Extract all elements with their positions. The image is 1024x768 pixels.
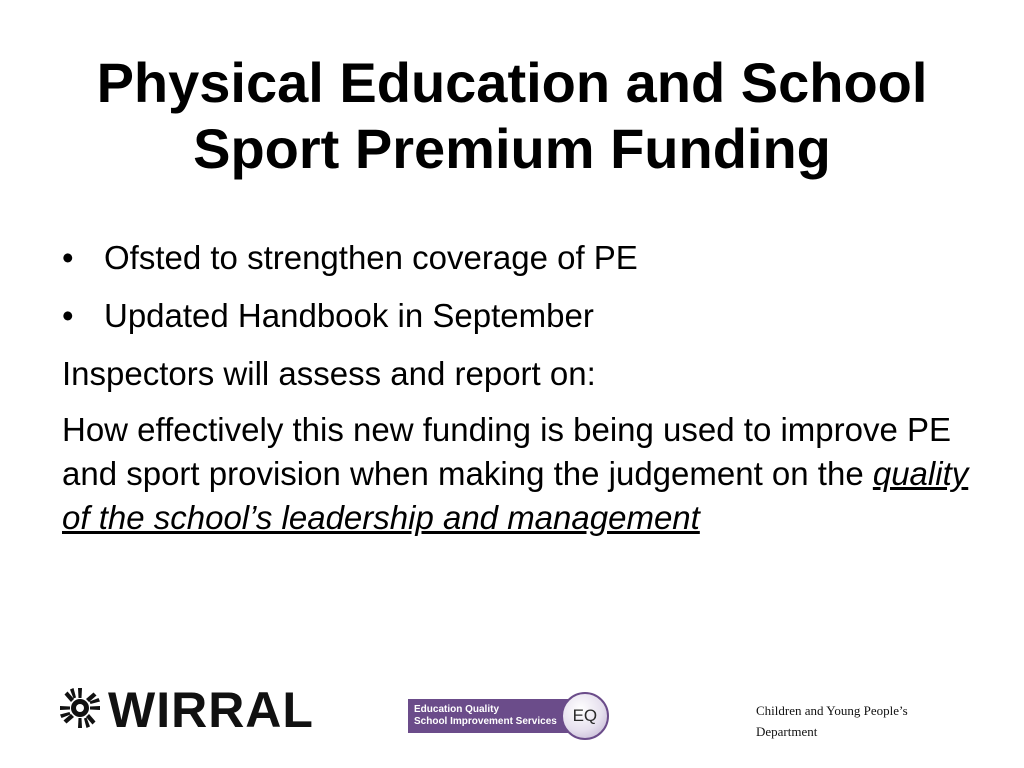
wirral-logo <box>58 682 314 738</box>
bullet-text: Ofsted to strengthen coverage of PE <box>104 239 638 276</box>
bullet-item <box>62 294 982 338</box>
eq-banner-line-2: School Improvement Services <box>414 716 557 727</box>
eq-banner <box>408 699 577 733</box>
bullet-list <box>62 236 982 338</box>
bullet-dot: • <box>62 297 74 334</box>
eq-logo <box>408 690 609 742</box>
leadership-emphasis: quality of the school’s leadership and management <box>62 455 969 536</box>
slide-title-line-1: Physical Education and School <box>96 51 928 114</box>
slide-title <box>20 50 1004 182</box>
eq-badge: EQ <box>561 692 609 740</box>
funding-paragraph <box>62 408 982 540</box>
wirral-wordmark: WIRRAL <box>108 682 314 738</box>
slide-body <box>62 236 982 552</box>
department-label <box>756 700 946 742</box>
slide-title-line-2: Sport Premium Funding <box>193 117 831 180</box>
eq-banner-line-1: Education Quality <box>414 704 500 715</box>
bullet-item <box>62 236 982 280</box>
inspectors-paragraph: Inspectors will assess and report on: <box>62 355 596 392</box>
wirral-sunburst-emblem-icon <box>58 686 102 735</box>
department-line-1: Children and Young People’s <box>756 703 908 718</box>
funding-paragraph-text: How effectively this new funding is being used to improve PE and sport provision when making the judgement on the <box>62 411 952 492</box>
department-line-2: Department <box>756 724 818 739</box>
bullet-text: Updated Handbook in September <box>104 297 594 334</box>
bullet-dot: • <box>62 239 74 276</box>
